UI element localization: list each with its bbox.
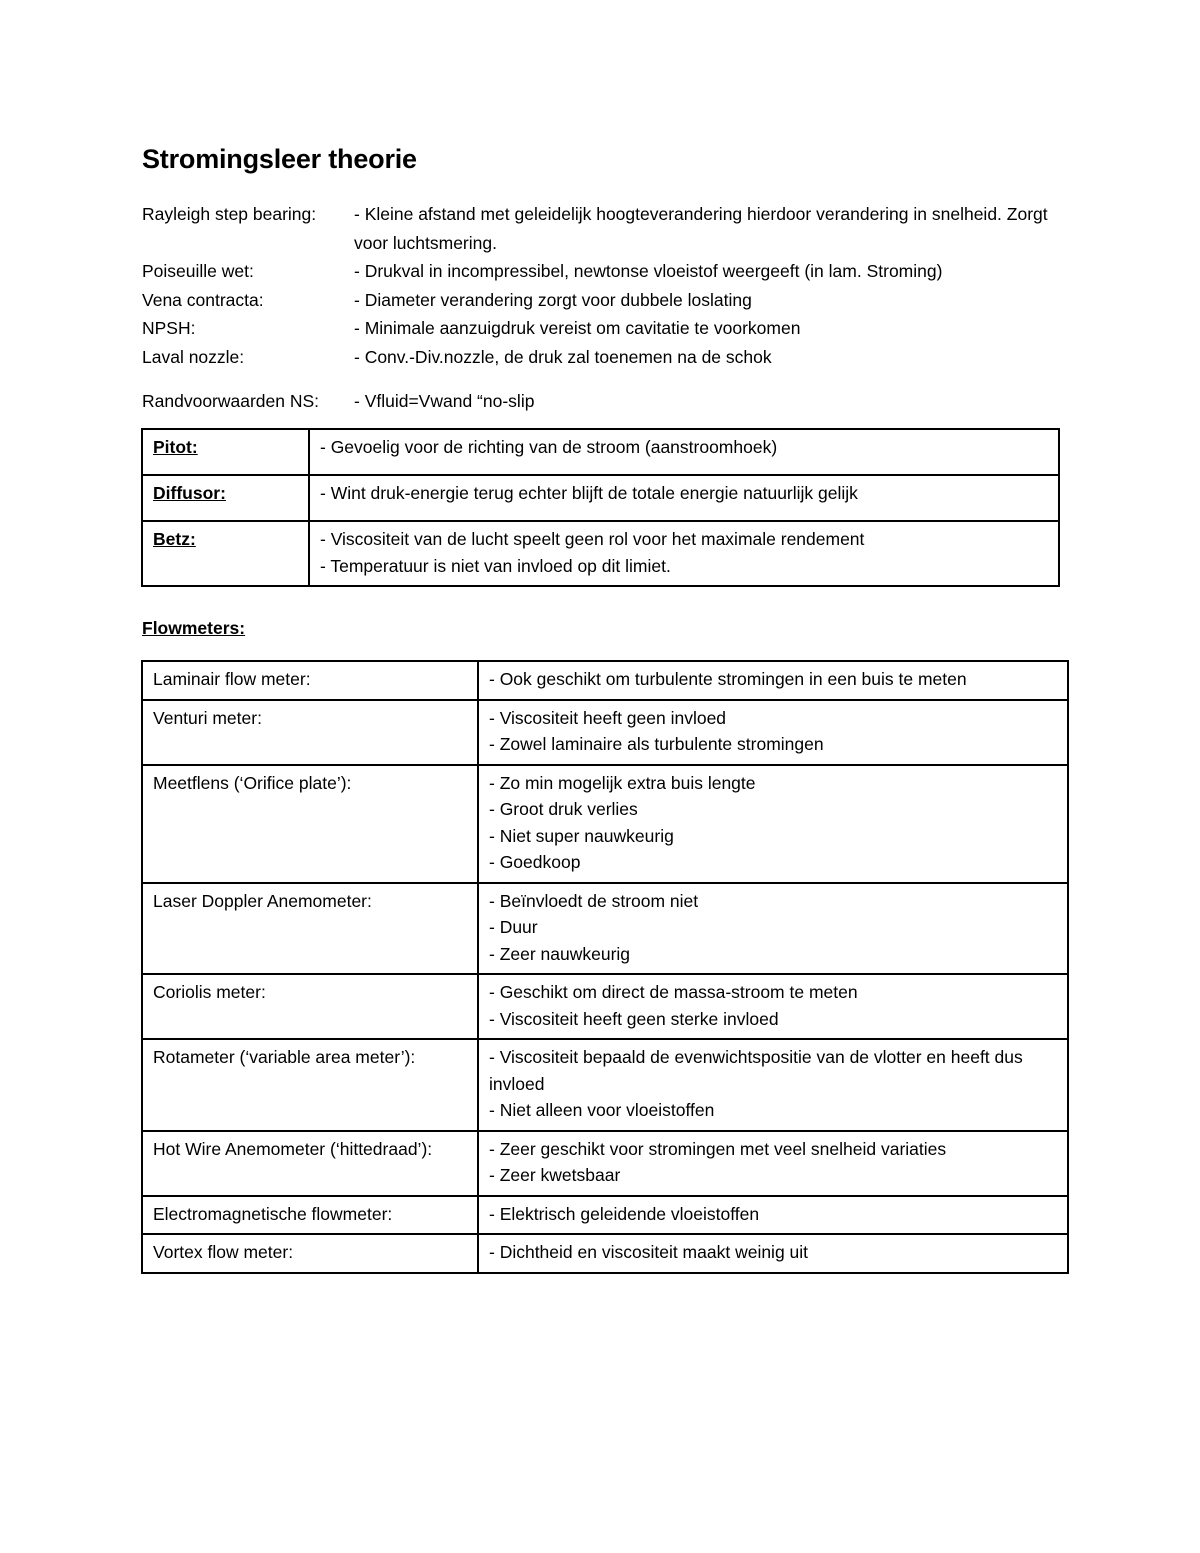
flowmeter-name: Electromagnetische flowmeter: [142,1196,478,1235]
definition-row [142,343,1062,372]
description-line: - Niet alleen voor vloeistoffen [489,1100,715,1120]
flowmeter-name: Coriolis meter: [142,974,478,1039]
description-line: - Wint druk-energie terug echter blijft de totale energie natuurlijk gelijk [320,483,858,503]
description-line: - Ook geschikt om turbulente stromingen in een buis te meten [489,669,967,689]
flowmeter-description [478,1196,1068,1235]
definition-row [142,387,1062,416]
description-line: - Groot druk verlies [489,799,638,819]
table-row [142,1039,1068,1131]
description-line: - Zeer kwetsbaar [489,1165,621,1185]
table-row [142,1196,1068,1235]
table-row [142,429,1059,475]
definition-row [142,286,1062,315]
flowmeter-description [478,1234,1068,1273]
definition-description: - Conv.-Div.nozzle, de druk zal toenemen na de schok [354,346,772,367]
flowmeter-name: Laser Doppler Anemometer: [142,883,478,975]
flowmeter-description [478,883,1068,975]
flowmeter-description [478,1039,1068,1131]
definition-row [142,257,1062,286]
description-line: - Duur [489,917,538,937]
flowmeter-description [478,1131,1068,1196]
description-line: - Zo min mogelijk extra buis lengte [489,772,756,793]
flowmeter-name: Hot Wire Anemometer (‘hittedraad’): [142,1131,478,1196]
flowmeter-description [478,661,1068,700]
description-line: - Niet super nauwkeurig [489,825,674,846]
table-row [142,974,1068,1039]
devices-table [141,428,1060,587]
description-line: - Viscositeit heeft geen invloed [489,707,727,728]
flowmeter-name: Laminair flow meter: [142,661,478,700]
description-line: - Geschikt om direct de massa-stroom te meten [489,982,858,1002]
description-line: - Beïnvloedt de stroom niet [489,890,699,911]
description-line: - Viscositeit van de lucht speelt geen rol voor het maximale rendement [320,529,865,549]
flowmeter-name: Rotameter (‘variable area meter’): [142,1039,478,1131]
flowmeter-name: Venturi meter: [142,700,478,765]
table-row [142,1234,1068,1273]
device-name: Betz: [142,521,309,586]
table-row [142,765,1068,883]
table-row [142,661,1068,700]
description-line: - Viscositeit bepaald de evenwichtspositie van de vlotter en heeft dus invloed [489,1047,1023,1094]
device-name: Diffusor: [142,475,309,521]
description-line: - Temperatuur is niet van invloed op dit limiet. [320,555,671,576]
definition-term: Vena contracta: [142,289,264,310]
definition-term: Laval nozzle: [142,346,245,367]
definition-row [142,314,1062,343]
definition-term: Rayleigh step bearing: [142,204,317,224]
table-row [142,700,1068,765]
flowmeter-description [478,765,1068,883]
page-title: Stromingsleer theorie [142,144,417,174]
description-line: - Zeer geschikt voor stromingen met veel snelheid variaties [489,1138,947,1159]
table-row [142,1131,1068,1196]
table-row [142,475,1059,521]
definition-row [142,200,1062,257]
flowmeter-description [478,974,1068,1039]
definition-description: - Vfluid=Vwand “no-slip [354,391,535,411]
definition-description: - Diameter verandering zorgt voor dubbele loslating [354,289,752,310]
flowmeter-name: Vortex flow meter: [142,1234,478,1273]
definition-description: - Kleine afstand met geleidelijk hoogteverandering hierdoor verandering in snelheid. Zorgt voor luchtsmering. [354,204,1048,253]
table-row [142,521,1059,586]
definition-term: Randvoorwaarden NS: [142,391,320,411]
device-description [309,475,1059,521]
definition-description: - Drukval in incompressibel, newtonse vloeistof weergeeft (in lam. Stroming) [354,261,943,281]
description-line: - Zeer nauwkeurig [489,943,631,964]
flowmeters-heading: Flowmeters: [142,618,246,638]
description-line: - Elektrisch geleidende vloeistoffen [489,1203,760,1224]
device-description [309,521,1059,586]
description-line: - Gevoelig voor de richting van de stroom (aanstroomhoek) [320,437,778,457]
device-name: Pitot: [142,429,309,475]
description-line: - Zowel laminaire als turbulente stromingen [489,734,824,754]
description-line: - Viscositeit heeft geen sterke invloed [489,1008,779,1029]
description-line: - Dichtheid en viscositeit maakt weinig uit [489,1242,809,1262]
definition-term: NPSH: [142,318,196,338]
table-row [142,883,1068,975]
description-line: - Goedkoop [489,852,581,872]
definition-description: - Minimale aanzuigdruk vereist om cavitatie te voorkomen [354,318,801,338]
definition-list [142,200,1062,416]
flowmeters-table [141,660,1069,1274]
device-description [309,429,1059,475]
flowmeter-name: Meetflens (‘Orifice plate’): [142,765,478,883]
definition-term: Poiseuille wet: [142,261,254,281]
flowmeter-description [478,700,1068,765]
